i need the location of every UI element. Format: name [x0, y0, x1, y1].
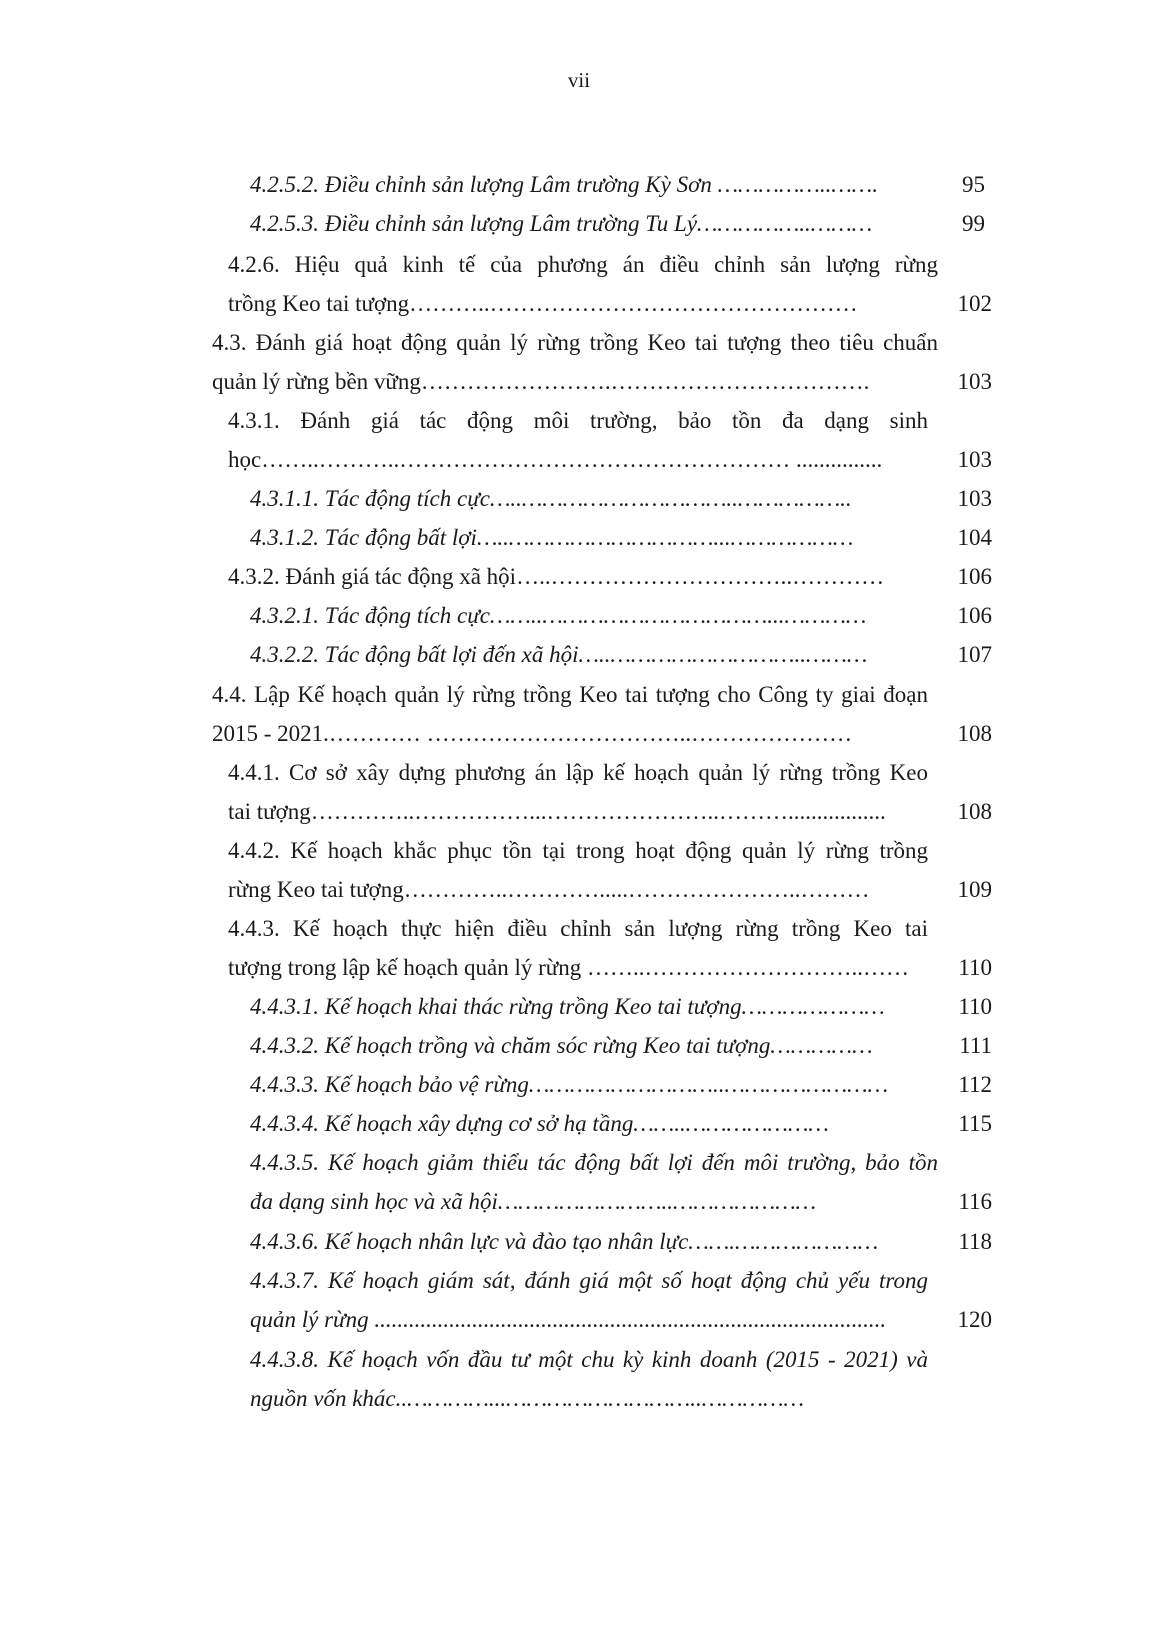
toc-entry-page: 115 [958, 1111, 992, 1136]
toc-entry[interactable] [250, 1143, 938, 1221]
toc-entry-text: 2015 - 2021.………… ……………………………..………………… [212, 721, 853, 746]
toc-entry[interactable] [250, 1065, 930, 1104]
toc-entry-page: 108 [957, 799, 992, 824]
toc-entry[interactable] [250, 1261, 928, 1339]
toc-entry-text: 4.3.2.1. Tác động tích cực……..……………………………...………… [250, 603, 867, 628]
toc-entry-text: 4.2.6. Hiệu quả kinh tế của phương án điều chỉnh sản lượng rừng [228, 252, 938, 277]
toc-entry[interactable] [228, 753, 928, 831]
toc-entry-text: quản lý rừng ......................................................................................... [250, 1307, 887, 1332]
toc-entry[interactable] [212, 323, 938, 401]
toc-entry-text: 4.4.3.5. Kế hoạch giảm thiểu tác động bất lợi đến môi trường, bảo tồn [250, 1150, 938, 1175]
toc-entry-page: 104 [957, 525, 992, 550]
toc-entry-page: 103 [957, 369, 992, 394]
toc-entry-page: 107 [957, 642, 992, 667]
toc-entry[interactable] [250, 596, 930, 635]
toc-entry-page: 106 [957, 564, 992, 589]
toc-entry-text: đa dạng sinh học và xã hội……………………..………………… [250, 1189, 817, 1214]
toc-entry-text: quản lý rừng bền vững…………………….……………………………. [212, 369, 870, 394]
toc-entry-text: 4.2.5.2. Điều chỉnh sản lượng Lâm trường Kỳ Sơn ……………..……. [250, 172, 879, 197]
toc-entry-text: 4.4.3.1. Kế hoạch khai thác rừng trồng Keo tai tượng………………… [250, 994, 885, 1019]
toc-entry-page: 103 [957, 447, 992, 472]
toc-entry[interactable] [250, 165, 930, 204]
toc-entry-text: 4.3.2.2. Tác động bất lợi đến xã hội…..………………………..……… [250, 642, 868, 667]
toc-entry[interactable] [250, 518, 930, 557]
toc-entry-text: 4.2.5.3. Điều chỉnh sản lượng Lâm trường Tu Lý……………..……… [250, 211, 873, 236]
toc-entry[interactable] [228, 909, 928, 987]
toc-entry-page: 106 [957, 603, 992, 628]
toc-entry-page: 111 [959, 1033, 992, 1058]
toc-entry[interactable] [212, 675, 928, 753]
toc-entry-page: 99 [962, 211, 985, 236]
toc-entry-page: 109 [957, 877, 992, 902]
toc-entry[interactable] [228, 831, 928, 909]
toc-entry-text: 4.4.2. Kế hoạch khắc phục tồn tại trong hoạt động quản lý rừng trồng [228, 838, 928, 863]
toc-entry-page: 108 [957, 721, 992, 746]
toc-entry[interactable] [250, 1104, 930, 1143]
toc-entry-text: 4.3.1. Đánh giá tác động môi trường, bảo tồn đa dạng sinh [228, 408, 928, 433]
page-number: vii [567, 68, 591, 92]
toc-entry-text: 4.4.3.2. Kế hoạch trồng và chăm sóc rừng Keo tai tượng…………… [250, 1033, 873, 1058]
toc-entry-page: 110 [958, 994, 992, 1019]
toc-entry[interactable] [250, 635, 930, 674]
toc-entry-text: 4.4.3.4. Kế hoạch xây dựng cơ sở hạ tầng……..………………… [250, 1111, 829, 1136]
toc-entry-text: 4.4.3. Kế hoạch thực hiện điều chỉnh sản lượng rừng trồng Keo tai [228, 916, 928, 941]
toc-entry-page: 120 [957, 1307, 992, 1332]
toc-entry-page: 112 [958, 1072, 992, 1097]
toc-entry[interactable] [228, 401, 928, 479]
toc-entry-text: 4.4.3.8. Kế hoạch vốn đầu tư một chu kỳ kinh doanh (2015 - 2021) và [250, 1347, 928, 1372]
toc-entry-page: 102 [957, 291, 992, 316]
toc-entry[interactable] [228, 557, 938, 596]
toc-entry[interactable] [250, 1222, 930, 1261]
toc-entry[interactable] [250, 987, 930, 1026]
toc-entry[interactable] [250, 204, 930, 243]
toc-entry-text: học……..………..…………………………………………… ............... [228, 447, 883, 472]
toc-entry-text: 4.4.1. Cơ sở xây dựng phương án lập kế hoạch quản lý rừng trồng Keo [228, 760, 928, 785]
toc-entry-text: 4.3. Đánh giá hoạt động quản lý rừng trồng Keo tai tượng theo tiêu chuẩn [212, 330, 938, 355]
toc-entry[interactable] [250, 479, 930, 518]
toc-entry-text: rừng Keo tai tượng…………..………….....…………………..……… [228, 877, 870, 902]
toc-entry-text: nguồn vốn khác..…………...………………………..…………… [250, 1386, 804, 1411]
toc-entry-page: 116 [958, 1189, 992, 1214]
toc-entry-text: 4.4.3.6. Kế hoạch nhân lực và đào tạo nhân lực…….………………… [250, 1229, 879, 1254]
toc-entry-text: 4.3.2. Đánh giá tác động xã hội…..…………………………..………… [228, 564, 885, 589]
toc-entry-text: trồng Keo tai tượng………..………………………………………… [228, 291, 858, 316]
toc-entry-text: 4.4. Lập Kế hoạch quản lý rừng trồng Keo tai tượng cho Công ty giai đoạn [212, 682, 928, 707]
toc-entry-page: 103 [957, 486, 992, 511]
toc-entry-text: 4.3.1.2. Tác động bất lợi…..…………………………...……………… [250, 525, 854, 550]
toc-entry-page: 110 [958, 955, 992, 980]
toc-entry-text: 4.3.1.1. Tác động tích cực…..…………………………..…………….. [250, 486, 852, 511]
toc-entry[interactable] [228, 245, 938, 323]
toc-entry-text: tượng trong lập kế hoạch quản lý rừng ……..………………………..…… [228, 955, 910, 980]
toc-entry-page: 118 [958, 1229, 992, 1254]
toc-entry-text: 4.4.3.3. Kế hoạch bảo vệ rừng………………………..…………………… [250, 1072, 889, 1097]
toc-entry-page: 95 [962, 172, 985, 197]
toc-entry-text: tai tượng…………..……………...…………………..………................. [228, 799, 886, 824]
toc-entry-text: 4.4.3.7. Kế hoạch giám sát, đánh giá một số hoạt động chủ yếu trong [250, 1268, 928, 1293]
toc-entry[interactable] [250, 1340, 928, 1418]
toc-entry[interactable] [250, 1026, 930, 1065]
